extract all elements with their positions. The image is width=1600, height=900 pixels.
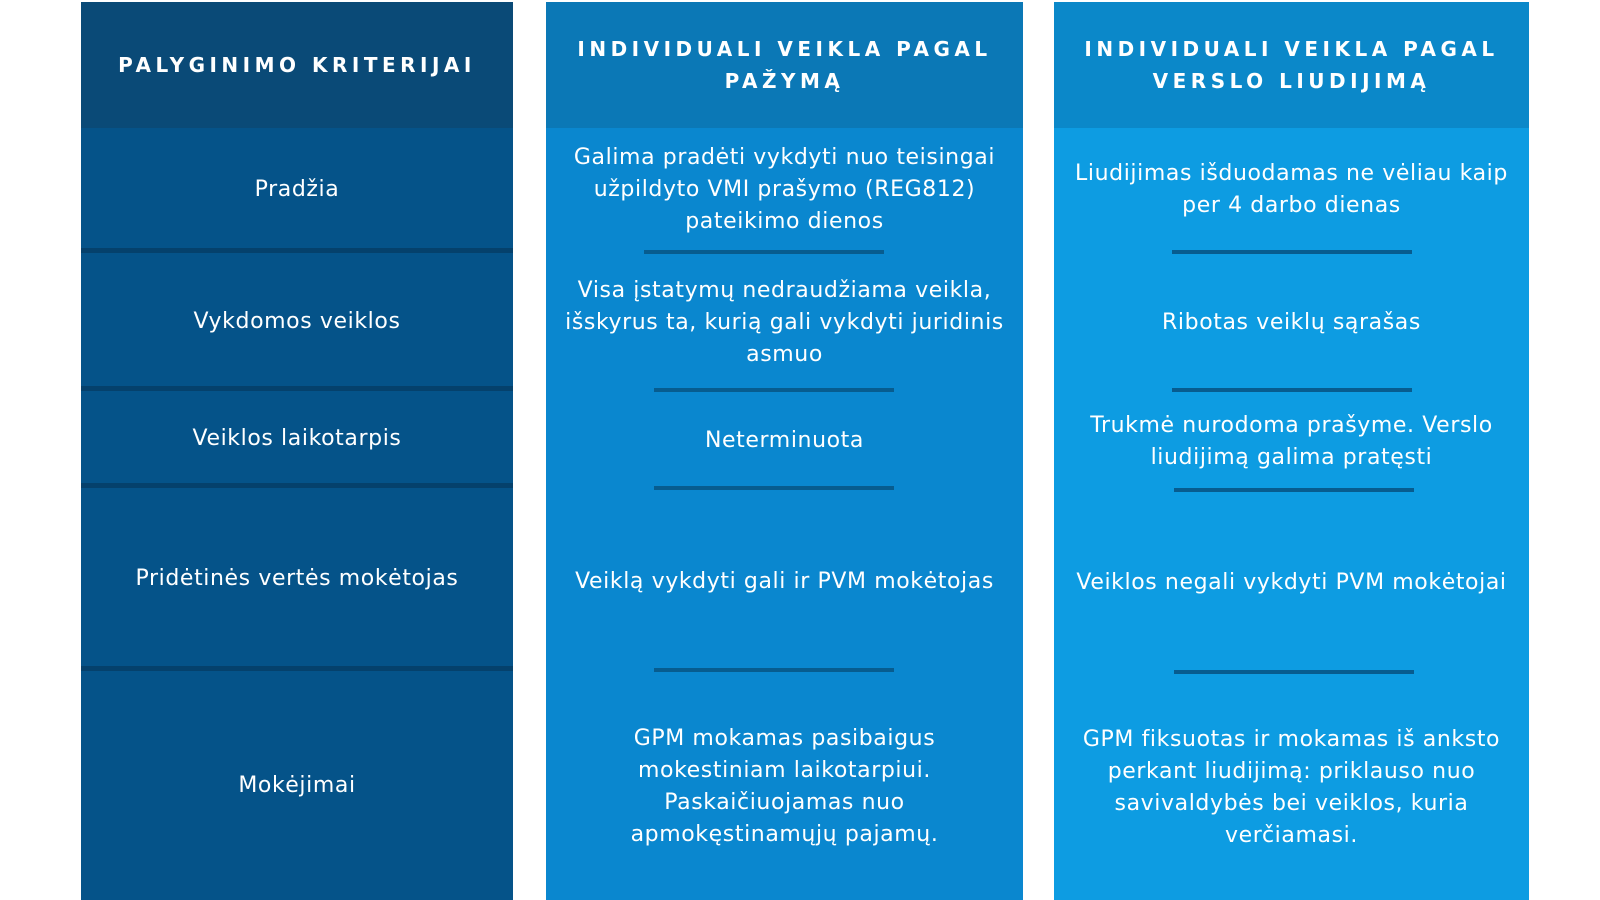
criteria-cell-start: Pradžia bbox=[254, 177, 340, 202]
liudijimas-cell-period: Trukmė nurodoma prašyme. Verslo liudijimą galima pratęsti bbox=[1090, 413, 1493, 470]
pazyma-cell-payments: GPM mokamas pasibaigus mokestiniam laikotarpiui. Paskaičiuojamas nuo apmokęstinamųjų pajamų. bbox=[630, 726, 939, 847]
liudijimas-column bbox=[1054, 2, 1529, 900]
liudijimas-cell-start: Liudijimas išduodamas ne vėliau kaip per 4 darbo dienas bbox=[1075, 161, 1508, 218]
liudijimas-cell-payments: GPM fiksuotas ir mokamas iš anksto perkant liudijimą: priklauso nuo savivaldybės bei veiklos, kuria verčiamasi. bbox=[1082, 727, 1501, 848]
row-divider bbox=[654, 668, 894, 672]
criteria-cell-vat-payer: Pridėtinės vertės mokėtojas bbox=[135, 566, 459, 591]
pazyma-cell-period: Neterminuota bbox=[704, 428, 864, 453]
liudijimas-header: INDIVIDUALI VEIKLA PAGAL VERSLO LIUDIJIMĄ bbox=[1054, 2, 1529, 128]
liudijimas-cell-vat-payer: Veiklos negali vykdyti PVM mokėtojai bbox=[1076, 570, 1507, 595]
row-divider bbox=[644, 250, 884, 254]
row-divider bbox=[1172, 250, 1412, 254]
liudijimas-cell-activities: Ribotas veiklų sąrašas bbox=[1162, 310, 1421, 335]
pazyma-cell-activities: Visa įstatymų nedraudžiama veikla, išskyrus ta, kurią gali vykdyti juridinis asmuo bbox=[565, 278, 1004, 367]
row-divider bbox=[1174, 670, 1414, 674]
row-divider bbox=[654, 486, 894, 490]
pazyma-column bbox=[546, 2, 1023, 900]
row-divider bbox=[1172, 388, 1412, 392]
pazyma-cell-start: Galima pradėti vykdyti nuo teisingai užpildyto VMI prašymo (REG812) pateikimo dienos bbox=[573, 145, 996, 234]
criteria-cell-payments: Mokėjimai bbox=[238, 772, 356, 798]
pazyma-cell-vat-payer: Veiklą vykdyti gali ir PVM mokėtojas bbox=[575, 569, 994, 594]
criteria-cell-activities: Vykdomos veiklos bbox=[193, 308, 401, 334]
row-divider bbox=[1174, 488, 1414, 492]
criteria-header: PALYGINIMO KRITERIJAI bbox=[81, 2, 513, 128]
row-divider bbox=[654, 388, 894, 392]
criteria-cell-period: Veiklos laikotarpis bbox=[192, 426, 402, 451]
criteria-column bbox=[81, 2, 513, 900]
pazyma-header: INDIVIDUALI VEIKLA PAGAL PAŽYMĄ bbox=[546, 2, 1023, 128]
